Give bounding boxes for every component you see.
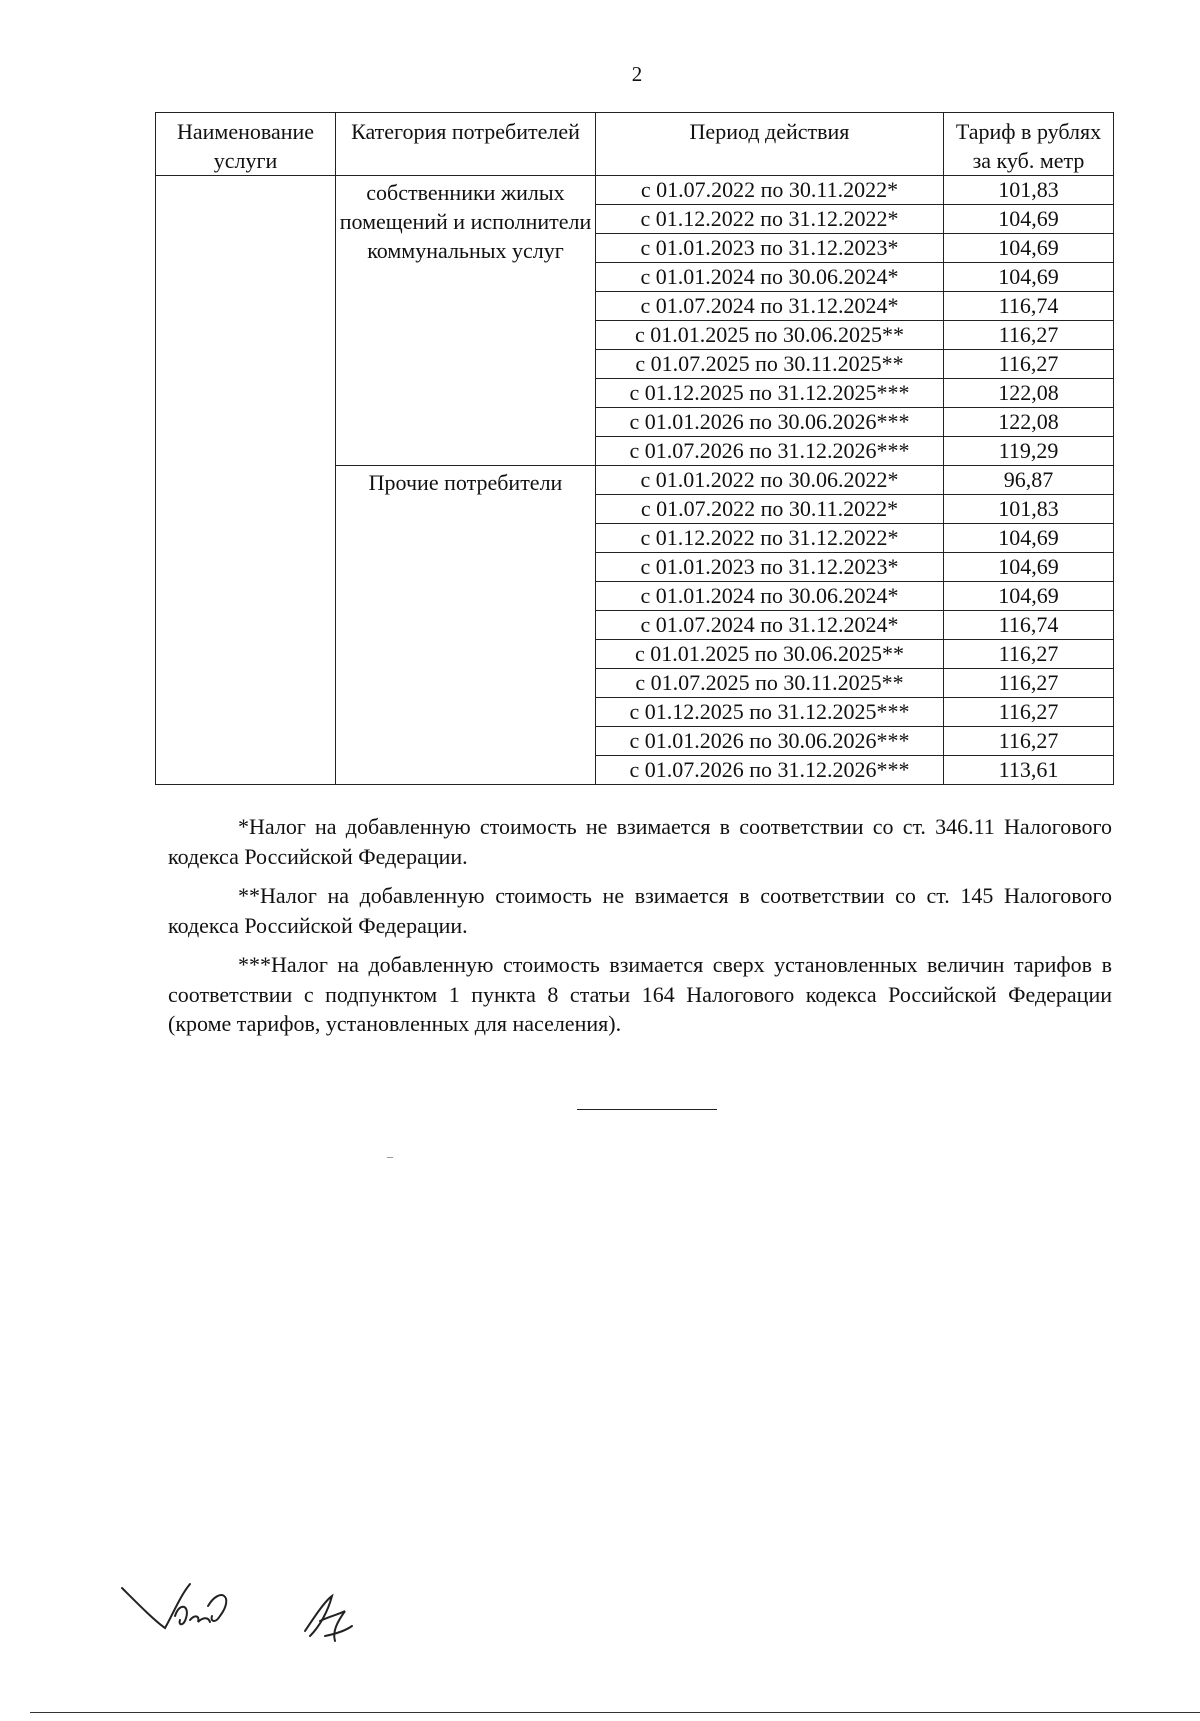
category-cell: Прочие потребители	[336, 466, 596, 785]
category-cell: собственники жилых помещений и исполнители коммунальных услуг	[336, 176, 596, 466]
period-cell: с 01.01.2026 по 30.06.2026***	[596, 408, 944, 437]
tariff-cell: 113,61	[944, 756, 1114, 785]
tariff-cell: 122,08	[944, 408, 1114, 437]
tariff-table	[155, 112, 1114, 785]
period-cell: с 01.12.2022 по 31.12.2022*	[596, 205, 944, 234]
footnote-3: ***Налог на добавленную стоимость взимается сверх установленных величин тарифов в соответствии с подпунктом 1 пункта 8 статьи 164 Налогового кодекса Российской Федерации (кроме тарифов, установленных для населения).	[168, 952, 1112, 1036]
header-category: Категория потребителей	[336, 113, 596, 176]
scan-mark	[387, 1157, 393, 1158]
tariff-cell: 119,29	[944, 437, 1114, 466]
period-cell: с 01.07.2025 по 30.11.2025**	[596, 350, 944, 379]
table-header-row	[156, 113, 1114, 176]
signature-2	[305, 1596, 352, 1641]
tariff-cell: 104,69	[944, 205, 1114, 234]
tariff-cell: 116,27	[944, 321, 1114, 350]
service-name-cell	[156, 176, 336, 785]
header-period: Период действия	[596, 113, 944, 176]
tariff-cell: 104,69	[944, 553, 1114, 582]
period-cell: с 01.07.2022 по 30.11.2022*	[596, 495, 944, 524]
period-cell: с 01.01.2025 по 30.06.2025**	[596, 321, 944, 350]
tariff-cell: 104,69	[944, 263, 1114, 292]
period-cell: с 01.07.2026 по 31.12.2026***	[596, 756, 944, 785]
period-cell: с 01.12.2025 по 31.12.2025***	[596, 379, 944, 408]
period-cell: с 01.01.2026 по 30.06.2026***	[596, 727, 944, 756]
footnote-1: *Налог на добавленную стоимость не взимается в соответствии со ст. 346.11 Налогового кодекса Российской Федерации.	[168, 814, 1112, 869]
tariff-cell: 116,74	[944, 611, 1114, 640]
tariff-cell: 116,27	[944, 669, 1114, 698]
tariff-cell: 104,69	[944, 234, 1114, 263]
header-service-name: Наименование услуги	[156, 113, 336, 176]
table-row	[156, 176, 1114, 205]
tariff-cell: 116,27	[944, 640, 1114, 669]
period-cell: с 01.12.2022 по 31.12.2022*	[596, 524, 944, 553]
period-cell: с 01.07.2026 по 31.12.2026***	[596, 437, 944, 466]
tariff-cell: 96,87	[944, 466, 1114, 495]
period-cell: с 01.07.2025 по 30.11.2025**	[596, 669, 944, 698]
tariff-cell: 122,08	[944, 379, 1114, 408]
tariff-cell: 104,69	[944, 524, 1114, 553]
tariff-cell: 116,27	[944, 727, 1114, 756]
period-cell: с 01.01.2022 по 30.06.2022*	[596, 466, 944, 495]
tariff-cell: 104,69	[944, 582, 1114, 611]
period-cell: с 01.01.2023 по 31.12.2023*	[596, 234, 944, 263]
footnotes	[168, 812, 1112, 1049]
bottom-line	[30, 1712, 1200, 1713]
tariff-cell: 116,74	[944, 292, 1114, 321]
signatures	[120, 1576, 380, 1686]
signature-1	[122, 1584, 226, 1628]
table-body	[156, 176, 1114, 785]
period-cell: с 01.07.2024 по 31.12.2024*	[596, 292, 944, 321]
period-cell: с 01.01.2024 по 30.06.2024*	[596, 263, 944, 292]
header-tariff: Тариф в рублях за куб. метр	[944, 113, 1114, 176]
period-cell: с 01.07.2024 по 31.12.2024*	[596, 611, 944, 640]
tariff-cell: 101,83	[944, 495, 1114, 524]
period-cell: с 01.01.2025 по 30.06.2025**	[596, 640, 944, 669]
tariff-cell: 101,83	[944, 176, 1114, 205]
tariff-cell: 116,27	[944, 698, 1114, 727]
footnote-2: **Налог на добавленную стоимость не взимается в соответствии со ст. 145 Налогового кодекса Российской Федерации.	[168, 883, 1112, 938]
tariff-cell: 116,27	[944, 350, 1114, 379]
page-number: 2	[631, 62, 643, 86]
period-cell: с 01.01.2023 по 31.12.2023*	[596, 553, 944, 582]
period-cell: с 01.12.2025 по 31.12.2025***	[596, 698, 944, 727]
period-cell: с 01.07.2022 по 30.11.2022*	[596, 176, 944, 205]
end-line	[577, 1109, 717, 1110]
period-cell: с 01.01.2024 по 30.06.2024*	[596, 582, 944, 611]
